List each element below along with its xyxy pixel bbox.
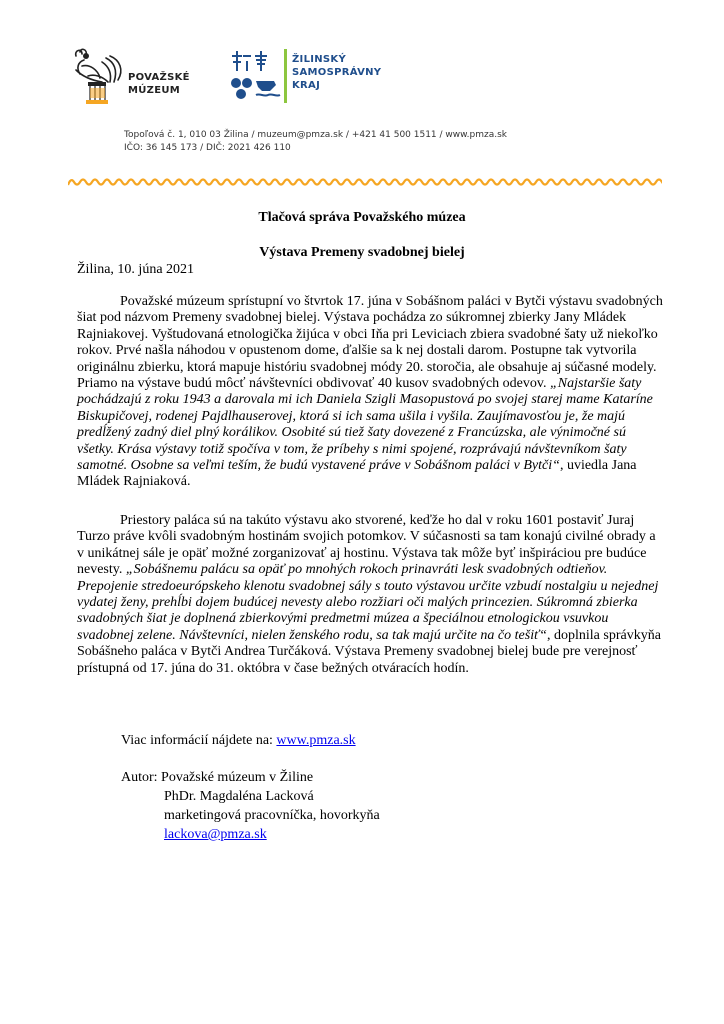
document-title: Tlačová správa Považského múzea [258, 210, 466, 225]
dateline: Žilina, 10. júna 2021 [77, 262, 195, 277]
paragraph-1-quote: „Najstaršie šaty pochádzajú z roku 1943 a darovala mi ich Daniela Szigli Masopustová po svojej starej mame Kataríne Biskupičovej, rodenej Pajdlhauserovej, ktorá si ich sama ušila i vyšila. Zaujímavosťou je, že majú predĺžený zadný diel plný korálikov. Osobité sú tiež šaty dovezené z Francúzska, ale výnimočné sú všetky. Krása výstavy totiž spočíva v tom, že príbehy s nimi spojené, rozprávajú návštevníkom šaty samotné. Osobne sa veľmi teším, že budú vystavené práve v Sobášnom paláci v Bytči“ [77, 376, 653, 474]
website-link[interactable]: www.pmza.sk [276, 733, 356, 748]
contact-line-1: Topoľová č. 1, 010 03 Žilina / muzeum@pmza.sk / +421 41 500 1511 / www.pmza.sk [124, 130, 508, 140]
paragraph-1-tail: , uviedla Jana Mládek Rajniaková. [77, 458, 637, 490]
region-logo-bar [284, 49, 287, 103]
region-logo-line2: SAMOSPRÁVNY [292, 67, 382, 78]
museum-logo-line2: MÚZEUM [128, 85, 181, 96]
paragraph-2-text: Priestory paláca sú na takúto výstavu ako stvorené, keďže ho dal v roku 1601 postaviť Juraj Turzo práve kvôli svadobným hostinám svojich potomkov. V súčasnosti sa tam konajú civilné obrady a v unikátnej sále je opäť možné zorganizovať aj hostinu. Výstava tak môže byť inšpiráciou pre budúce nevesty. [77, 513, 656, 578]
museum-logo-text [128, 71, 190, 97]
more-info [121, 733, 356, 749]
region-logo-line1: ŽILINSKÝ [292, 54, 347, 65]
region-logo-line3: KRAJ [292, 80, 321, 91]
paragraph-2 [77, 513, 666, 677]
paragraph-2-tail: , doplnila správkyňa Sobášneho paláca v Bytči Andrea Turčáková. Výstava Premeny svadobnej bielej bude pre verejnosť prístupná od 17. júna do 31. októbra v čase bežných otváracích hodín. [77, 627, 661, 676]
author-line: Autor: Považské múzeum v Žiline [121, 770, 314, 785]
paragraph-1 [77, 294, 666, 491]
museum-logo-line1: POVAŽSKÉ [128, 72, 190, 83]
wave-divider [68, 176, 662, 188]
author-role: marketingová pracovníčka, hovorkyňa [164, 808, 380, 823]
zilinsky-kraj-logo [230, 47, 400, 109]
povazske-muzeum-logo [68, 46, 198, 108]
author-email-link[interactable]: lackova@pmza.sk [164, 827, 267, 842]
paragraph-1-text: Považské múzeum sprístupní vo štvrtok 17. júna v Sobášnom paláci v Bytči výstavu svadobných šiat pod názvom Premeny svadobnej bielej. Výstava pochádza zo súkromnej zbierky Jany Mládek Rajniakovej. Vyštudovaná etnologička žijúca v obci Iňa pri Leviciach zbiera svadobné šaty už niekoľko rokov. Prvé našla náhodou v opustenom dome, ďalšie sa k nej dostali darom. Postupne tak vytvorila originálnu zbierku, ktorá mapuje históriu svadobnej módy 20. storočia, ale obsahuje aj súčasné modely. Priamo na výstave budú môcť návštevníci obdivovať 40 kusov svadobných odevov. [77, 294, 663, 392]
document-subtitle: Výstava Premeny svadobnej bielej [259, 245, 465, 260]
region-logo-text [292, 53, 381, 92]
region-emblem-icon [230, 47, 286, 107]
rooster-logo-icon [68, 46, 126, 108]
author-block [121, 768, 380, 844]
author-name: PhDr. Magdaléna Lacková [164, 789, 314, 804]
contact-line-2: IČO: 36 145 173 / DIČ: 2021 426 110 [124, 143, 291, 153]
contact-info [124, 129, 507, 155]
paragraph-2-quote: „Sobášnemu palácu sa opäť po mnohých rokoch prinavráti lesk svadobných odtieňov. Prepojenie stredoeurópskeho klenotu svadobnej sály s touto výstavou určite vzbudí nostalgiu u nejednej vydatej ženy, prehĺbi dojem budúcej nevesty alebo rozžiari oči malých princezien. Súkromná zbierka svadobných šiat je doplnená zbierkovými predmetmi múzea a špeciálnou etnologickou vsuvkou svadobnej zelene. Návštevníci, nielen ženského rodu, sa tak majú určite na čo tešiť“ [77, 562, 659, 643]
more-info-label: Viac informácií nájdete na: [121, 733, 277, 748]
